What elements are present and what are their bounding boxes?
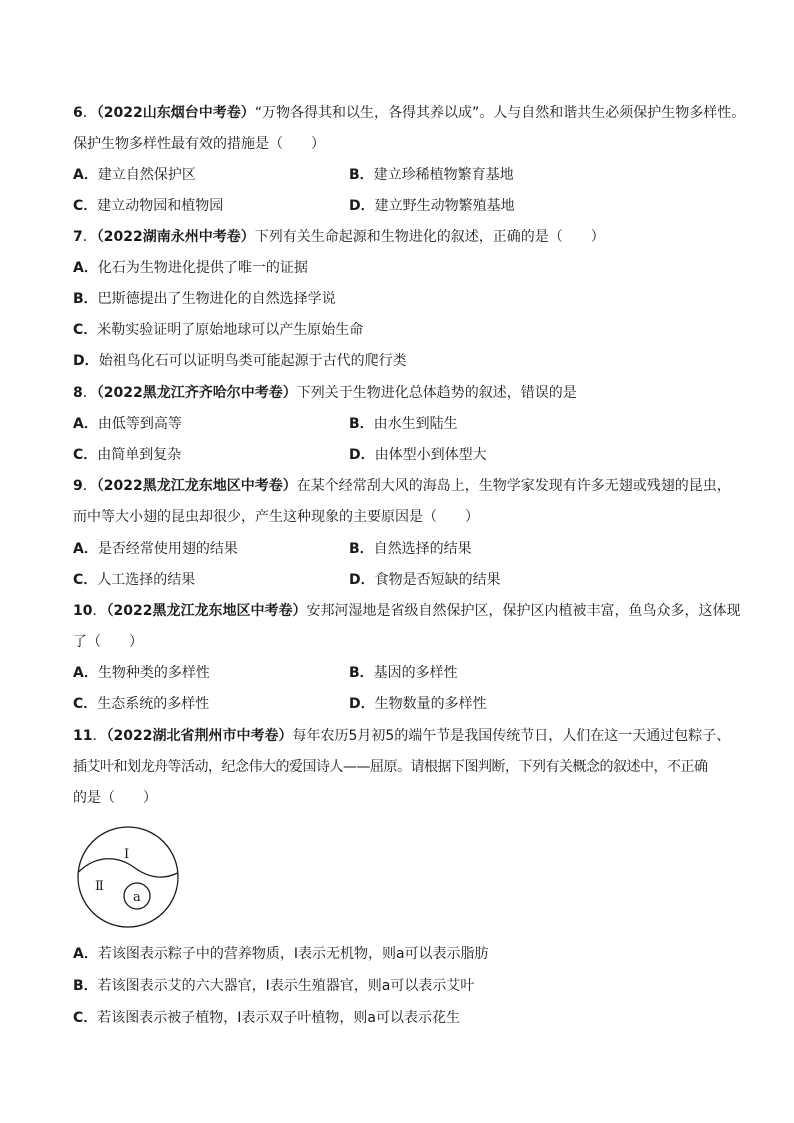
option-d[interactable]: D．由体型小到体型大 [349, 447, 487, 463]
question-number: 6 [73, 105, 83, 121]
question-9-stem: 9．（2022黑龙江龙东地区中考卷）在某个经常刮大风的海岛上，生物学家发现有许多无翅或残翅的昆虫， [73, 478, 731, 494]
question-8-stem: 8．（2022黑龙江齐齐哈尔中考卷）下列关于生物进化总体趋势的叙述，错误的是 [73, 385, 577, 401]
question-10-stem: 10．（2022黑龙江龙东地区中考卷）安邦河湿地是省级自然保护区，保护区内植被丰富，鱼鸟众多，这体现 [73, 603, 741, 619]
question-source: （2022黑龙江齐齐哈尔中考卷） [96, 385, 297, 401]
option-a[interactable]: A．若该图表示粽子中的营养物质，Ⅰ表示无机物，则a可以表示脂肪 [73, 946, 489, 962]
option-c[interactable]: C．建立动物园和植物园 [73, 198, 224, 214]
question-11-stem-cont-2: 的是（ ） [73, 790, 157, 806]
question-source: （2022湖南永州中考卷） [96, 229, 255, 245]
option-d[interactable]: D．始祖鸟化石可以证明鸟类可能起源于古代的爬行类 [73, 353, 407, 369]
question-9-stem-cont: 而中等大小翅的昆虫却很少，产生这种现象的主要原因是（ ） [73, 509, 479, 525]
option-c[interactable]: C．由简单到复杂 [73, 447, 182, 463]
question-source: （2022湖北省荆州市中考卷） [106, 728, 293, 744]
label-top: Ⅰ [124, 847, 130, 862]
question-text: 安邦河湿地是省级自然保护区，保护区内植被丰富，鱼鸟众多，这体现 [306, 603, 741, 619]
option-c[interactable]: C．人工选择的结果 [73, 572, 196, 588]
circle-diagram [75, 826, 181, 928]
label-small: a [133, 890, 141, 905]
option-b[interactable]: B．若该图表示艾的六大器官，Ⅰ表示生殖器官，则a可以表示艾叶 [73, 978, 475, 994]
question-number: 9 [73, 478, 83, 494]
question-source: （2022山东烟台中考卷） [96, 105, 255, 121]
question-number: 11 [73, 728, 93, 744]
question-text: 每年农历5月初5的端午节是我国传统节日，人们在这一天通过包粽子、 [292, 728, 731, 744]
option-c[interactable]: C．米勒实验证明了原始地球可以产生原始生命 [73, 322, 364, 338]
question-number: 10 [73, 603, 93, 619]
option-d[interactable]: D．食物是否短缺的结果 [349, 572, 501, 588]
option-b[interactable]: B．巴斯德提出了生物进化的自然选择学说 [73, 291, 336, 307]
question-number: 7 [73, 229, 83, 245]
option-a[interactable]: A．是否经常使用翅的结果 [73, 541, 238, 557]
option-c[interactable]: C．生态系统的多样性 [73, 696, 210, 712]
question-10-stem-cont: 了（ ） [73, 634, 143, 650]
question-source: （2022黑龙江龙东地区中考卷） [106, 603, 307, 619]
question-text: 在某个经常刮大风的海岛上，生物学家发现有许多无翅或残翅的昆虫， [296, 478, 731, 494]
option-c[interactable]: C．若该图表示被子植物，Ⅰ表示双子叶植物，则a可以表示花生 [73, 1010, 460, 1026]
option-d[interactable]: D．生物数量的多样性 [349, 696, 487, 712]
question-number: 8 [73, 385, 83, 401]
question-6-stem-cont: 保护生物多样性最有效的措施是（ ） [73, 136, 325, 152]
venn-figure [75, 826, 181, 928]
option-a[interactable]: A．生物种类的多样性 [73, 665, 210, 681]
option-b[interactable]: B．自然选择的结果 [349, 541, 472, 557]
option-b[interactable]: B．基因的多样性 [349, 665, 458, 681]
option-b[interactable]: B．由水生到陆生 [349, 416, 458, 432]
question-text: 下列关于生物进化总体趋势的叙述，错误的是 [296, 385, 577, 401]
option-d[interactable]: D．建立野生动物繁殖基地 [349, 198, 515, 214]
question-7-stem: 7．（2022湖南永州中考卷）下列有关生命起源和生物进化的叙述，正确的是（ ） [73, 229, 605, 245]
option-a[interactable]: A．建立自然保护区 [73, 167, 196, 183]
option-a[interactable]: A．化石为生物进化提供了唯一的证据 [73, 260, 308, 276]
question-text: 下列有关生命起源和生物进化的叙述，正确的是（ ） [254, 229, 605, 245]
question-11-stem-cont: 插艾叶和划龙舟等活动，纪念伟大的爱国诗人——屈原。请根据下图判断，下列有关概念的叙述中，不正确 [73, 759, 708, 775]
question-source: （2022黑龙江龙东地区中考卷） [96, 478, 297, 494]
option-b[interactable]: B．建立珍稀植物繁育基地 [349, 167, 514, 183]
question-6-stem: 6．（2022山东烟台中考卷）“万物各得其和以生，各得其养以成”。人与自然和谐共生必须保护生物多样性。 [73, 105, 746, 121]
label-left: Ⅱ [95, 879, 104, 894]
option-a[interactable]: A．由低等到高等 [73, 416, 182, 432]
question-11-stem: 11．（2022湖北省荆州市中考卷）每年农历5月初5的端午节是我国传统节日，人们在这一天通过包粽子、 [73, 728, 731, 744]
question-text: “万物各得其和以生，各得其养以成”。人与自然和谐共生必须保护生物多样性。 [254, 105, 746, 121]
